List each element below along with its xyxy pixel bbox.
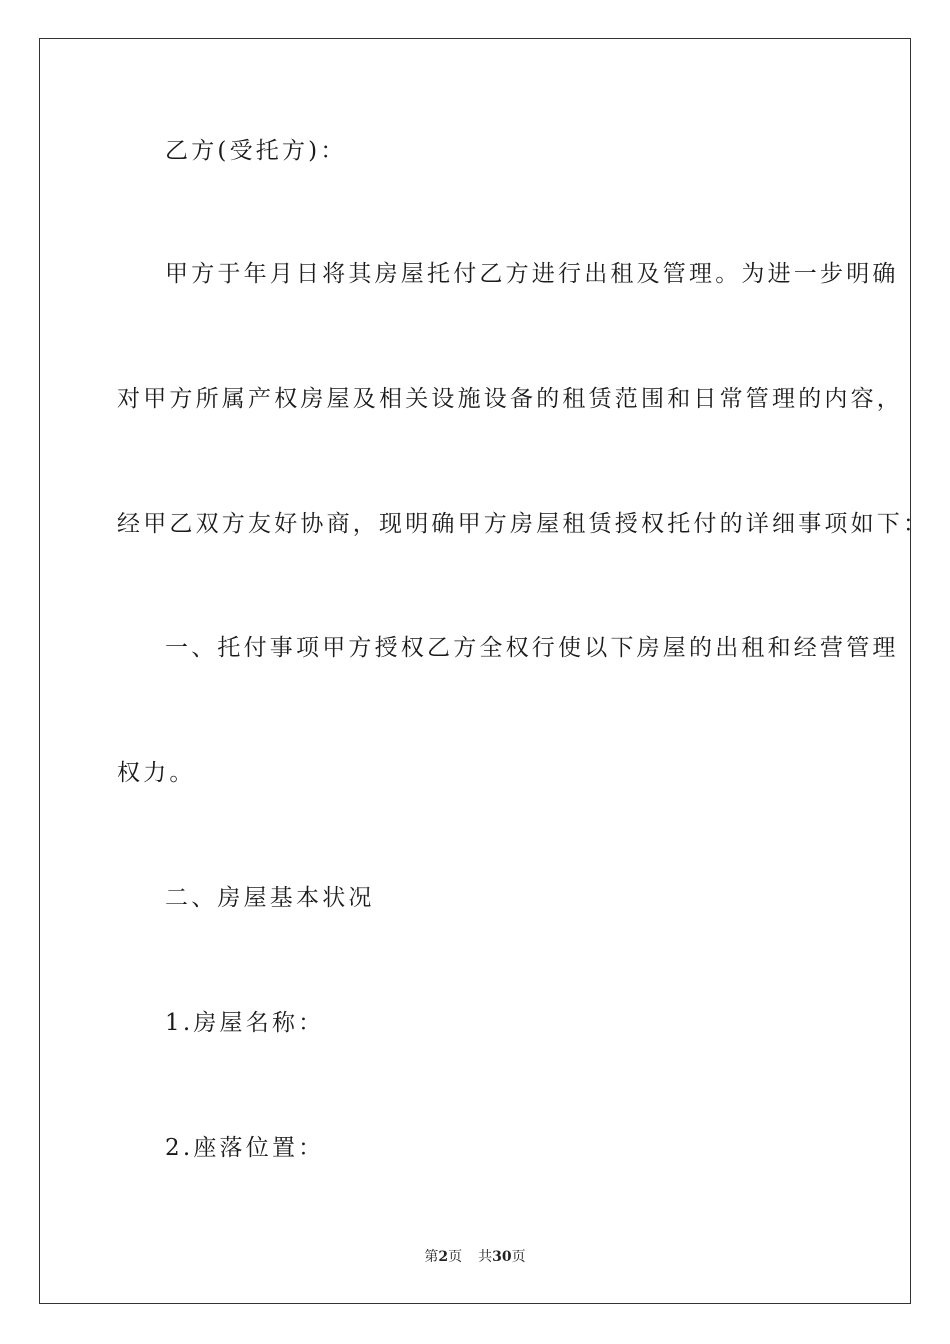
- page-border: [39, 38, 930, 1304]
- section-two-heading: 二、房屋基本状况: [165, 885, 375, 911]
- total-suffix: 页: [511, 1249, 526, 1265]
- house-location-line: 2.座落位置：: [165, 1135, 325, 1161]
- paragraph-line: 对甲方所属产权房屋及相关设施设备的租赁范围和日常管理的内容，: [117, 386, 903, 412]
- section-one-line: 一、托付事项甲方授权乙方全权行使以下房屋的出租和经营管理: [165, 635, 899, 661]
- paragraph-line: 甲方于年月日将其房屋托付乙方进行出租及管理。为进一步明确: [165, 261, 899, 287]
- house-name-line: 1.房屋名称：: [165, 1010, 325, 1036]
- party-b-line: 乙方(受托方)：: [165, 138, 347, 164]
- paragraph-line: 权力。: [117, 760, 196, 786]
- total-prefix: 共: [478, 1249, 493, 1265]
- page-suffix: 页: [448, 1249, 463, 1265]
- paragraph-line: 经甲乙双方友好协商，现明确甲方房屋租赁授权托付的详细事项如下：: [117, 511, 930, 537]
- total-page-count: 30: [492, 1249, 512, 1265]
- page-footer: [0, 1248, 950, 1266]
- page-prefix: 第: [424, 1249, 439, 1265]
- current-page-number: 2: [438, 1249, 449, 1265]
